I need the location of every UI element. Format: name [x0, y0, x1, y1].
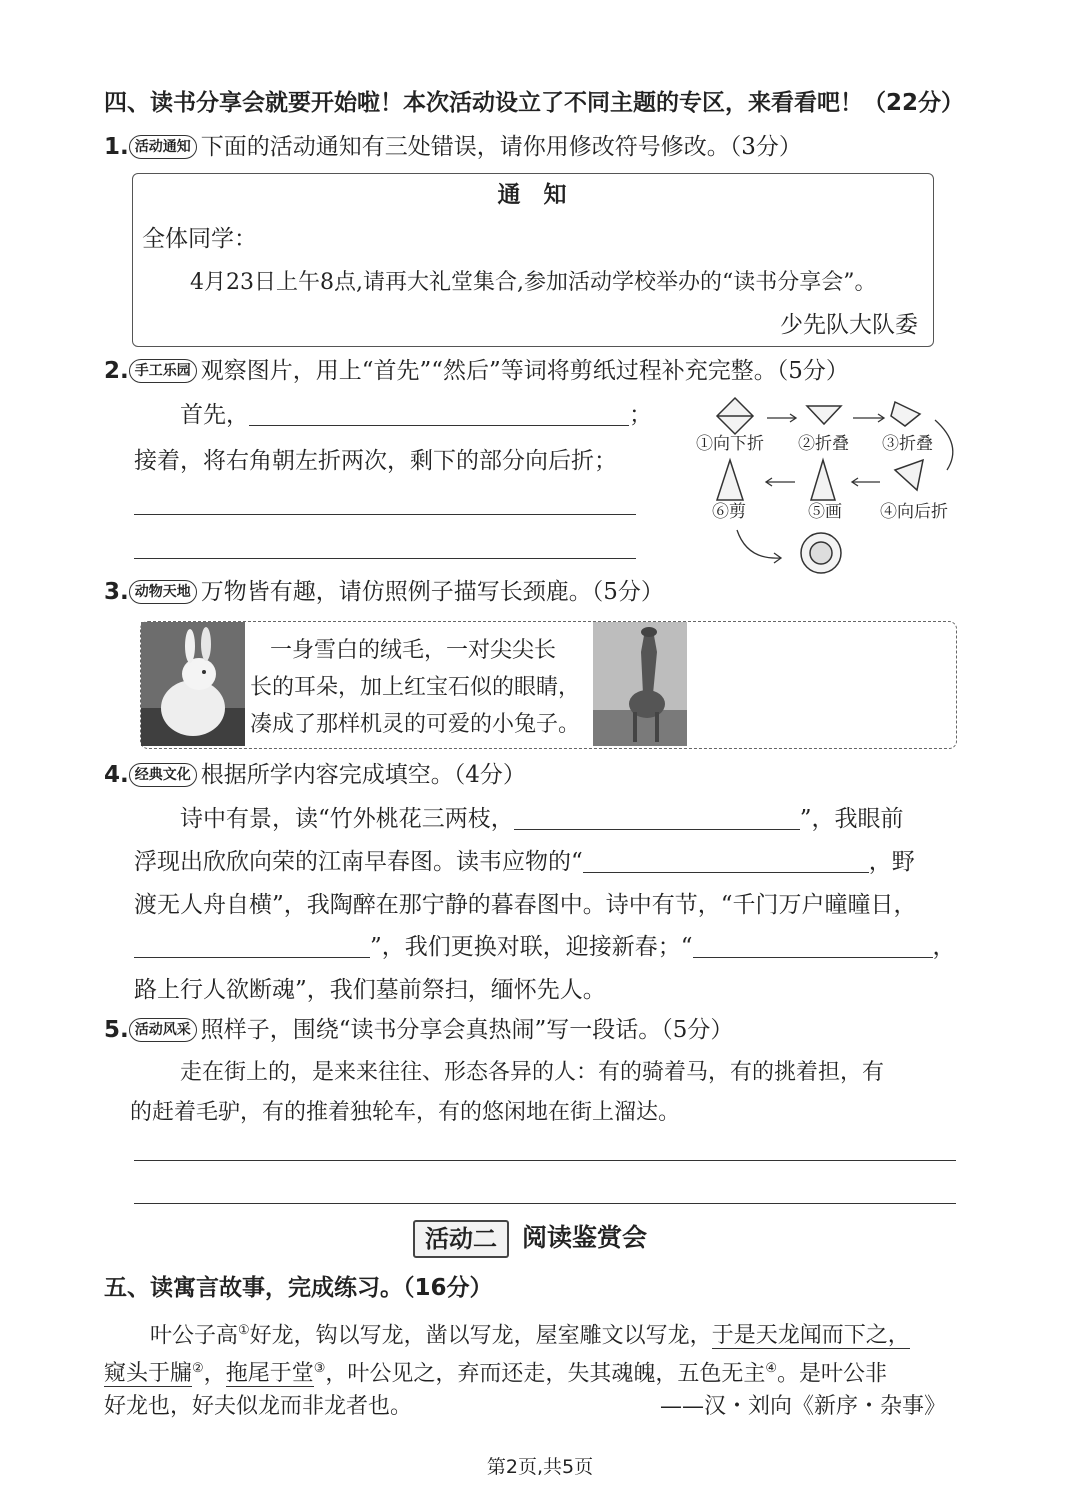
- question-2: [104, 356, 849, 386]
- footnote-mark: ①: [238, 1323, 250, 1338]
- footnote-mark: ②: [192, 1361, 204, 1376]
- q4-line-4: [134, 932, 956, 962]
- answer-blank[interactable]: [514, 807, 800, 830]
- answer-blank[interactable]: [134, 935, 370, 958]
- topic-tag: 动物天地: [129, 580, 197, 604]
- text: ，叶公见之，弃而还走，失其魂魄，五色无主: [325, 1361, 766, 1387]
- step-5-label: ⑤画: [808, 502, 842, 522]
- activity-2-badge: [413, 1220, 509, 1258]
- text: 浮现出欣欣向荣的江南早春图。读韦应物的“: [134, 849, 583, 875]
- first-suffix: ；: [629, 402, 652, 428]
- question-number: 1.: [104, 134, 129, 160]
- example-line-1: 一身雪白的绒毛，一对尖尖长: [270, 638, 557, 663]
- question-text: 观察图片，用上“首先”“然后”等词将剪纸过程补充完整。（5分）: [200, 358, 849, 384]
- arrow-icon: [737, 530, 780, 558]
- step-1-label: ①向下折: [696, 434, 764, 454]
- first-prefix: 首先，: [180, 402, 249, 428]
- notice-greeting: 全体同学：: [142, 226, 257, 252]
- step-4-label: ④向后折: [880, 502, 948, 522]
- answer-blank[interactable]: [249, 403, 629, 426]
- question-text: 万物皆有趣，请仿照例子描写长颈鹿。（5分）: [200, 579, 664, 605]
- topic-tag: 经典文化: [129, 763, 197, 787]
- answer-line[interactable]: [134, 1160, 956, 1161]
- step-3-label: ③折叠: [882, 434, 933, 454]
- footnote-mark: ③: [313, 1361, 326, 1376]
- question-3: [104, 577, 664, 607]
- text: ，: [932, 934, 956, 960]
- q4-line-3: 渡无人舟自横”，我陶醉在那宁静的暮春图中。诗中有节，“千门万户曈曈日，: [134, 892, 917, 918]
- q4-line-5: 路上行人欲断魂”，我们墓前祭扫，缅怀先人。: [134, 977, 606, 1003]
- activity-2-label: 活动二: [425, 1225, 497, 1253]
- question-number: 4.: [104, 762, 129, 788]
- story-line-1: [150, 1316, 910, 1351]
- text: 。是叶公非: [777, 1361, 888, 1387]
- drawn-paper-icon: [811, 460, 835, 500]
- story-line-2: [104, 1354, 887, 1389]
- notice-signature: 少先队大队委: [780, 312, 918, 338]
- folded-paper-icon: [891, 402, 920, 426]
- text: ”，我们更换对联，迎接新春；“: [370, 934, 693, 960]
- story-source: ——汉・刘向《新序・杂事》: [660, 1394, 947, 1419]
- question-4: [104, 760, 526, 790]
- answer-line[interactable]: [134, 558, 636, 559]
- question-1: [104, 132, 802, 162]
- notice-title: 通 知: [497, 182, 567, 208]
- answer-blank[interactable]: [693, 935, 933, 958]
- story-line-3: 好龙也，好夫似龙而非龙者也。: [104, 1394, 413, 1419]
- question-number: 3.: [104, 579, 129, 605]
- step-2-label: ②折叠: [798, 434, 849, 454]
- question-text: 照样子，围绕“读书分享会真热闹”写一段话。（5分）: [200, 1017, 734, 1043]
- q4-line-2: [134, 847, 915, 877]
- then-text: 接着，将右角朝左折两次，剩下的部分向后折；: [134, 448, 617, 474]
- cut-paper-icon: [717, 460, 743, 500]
- text: 好龙，钩以写龙，凿以写龙，屋室雕文以写龙，: [249, 1323, 712, 1349]
- underlined-text: 窥头于牖: [104, 1361, 193, 1387]
- section-5-title: 五、读寓言故事，完成练习。（16分）: [104, 1275, 493, 1301]
- answer-line[interactable]: [134, 514, 636, 515]
- underlined-text: 于是天龙闻而下之，: [711, 1323, 910, 1349]
- question-number: 5.: [104, 1017, 129, 1043]
- paper-cutting-diagram: [695, 390, 970, 585]
- topic-tag: 手工乐园: [129, 359, 197, 383]
- q4-line-1: [180, 804, 904, 834]
- answer-line[interactable]: [134, 1203, 956, 1204]
- example-line-2: 长的耳朵，加上红宝石似的眼睛，: [250, 675, 581, 700]
- arrow-icon: [935, 420, 953, 470]
- page-number: 第2页,共5页: [486, 1456, 594, 1478]
- back-fold-icon: [895, 460, 923, 490]
- step-6-label: ⑥剪: [712, 502, 746, 522]
- triangle-fold-icon: [807, 406, 841, 424]
- section-4-title: 四、读书分享会就要开始啦！本次活动设立了不同主题的专区，来看看吧！（22分）: [104, 90, 965, 116]
- text: ，: [203, 1361, 226, 1387]
- question-text: 根据所学内容完成填空。（4分）: [200, 762, 526, 788]
- question-5: [104, 1015, 733, 1045]
- footnote-mark: ④: [765, 1361, 778, 1376]
- activity-2-title: 阅读鉴赏会: [522, 1223, 648, 1252]
- question-number: 2.: [104, 358, 129, 384]
- underlined-text: 拖尾于堂: [225, 1361, 314, 1387]
- q5-example-line-1: 走在街上的，是来来往往、形态各异的人：有的骑着马，有的挑着担，有: [180, 1060, 885, 1085]
- text: ，野: [868, 849, 915, 875]
- text: ”，我眼前: [799, 806, 904, 832]
- answer-first: [180, 400, 652, 430]
- topic-tag: 活动风采: [129, 1018, 197, 1042]
- q5-example-line-2: 的赶着毛驴，有的推着独轮车，有的悠闲地在街上溜达。: [130, 1100, 681, 1125]
- example-line-3: 凑成了那样机灵的可爱的小兔子。: [250, 712, 581, 737]
- text: 诗中有景，读“竹外桃花三两枝，: [180, 806, 514, 832]
- notice-body: 4月23日上午8点,请再大礼堂集合,参加活动学校举办的“读书分享会”。: [190, 270, 877, 295]
- rabbit-photo: [141, 622, 245, 746]
- text: 叶公子高: [150, 1323, 239, 1349]
- answer-blank[interactable]: [583, 850, 869, 873]
- question-text: 下面的活动通知有三处错误，请你用修改符号修改。（3分）: [200, 134, 802, 160]
- topic-tag: 活动通知: [129, 135, 197, 159]
- giraffe-photo: [593, 622, 687, 746]
